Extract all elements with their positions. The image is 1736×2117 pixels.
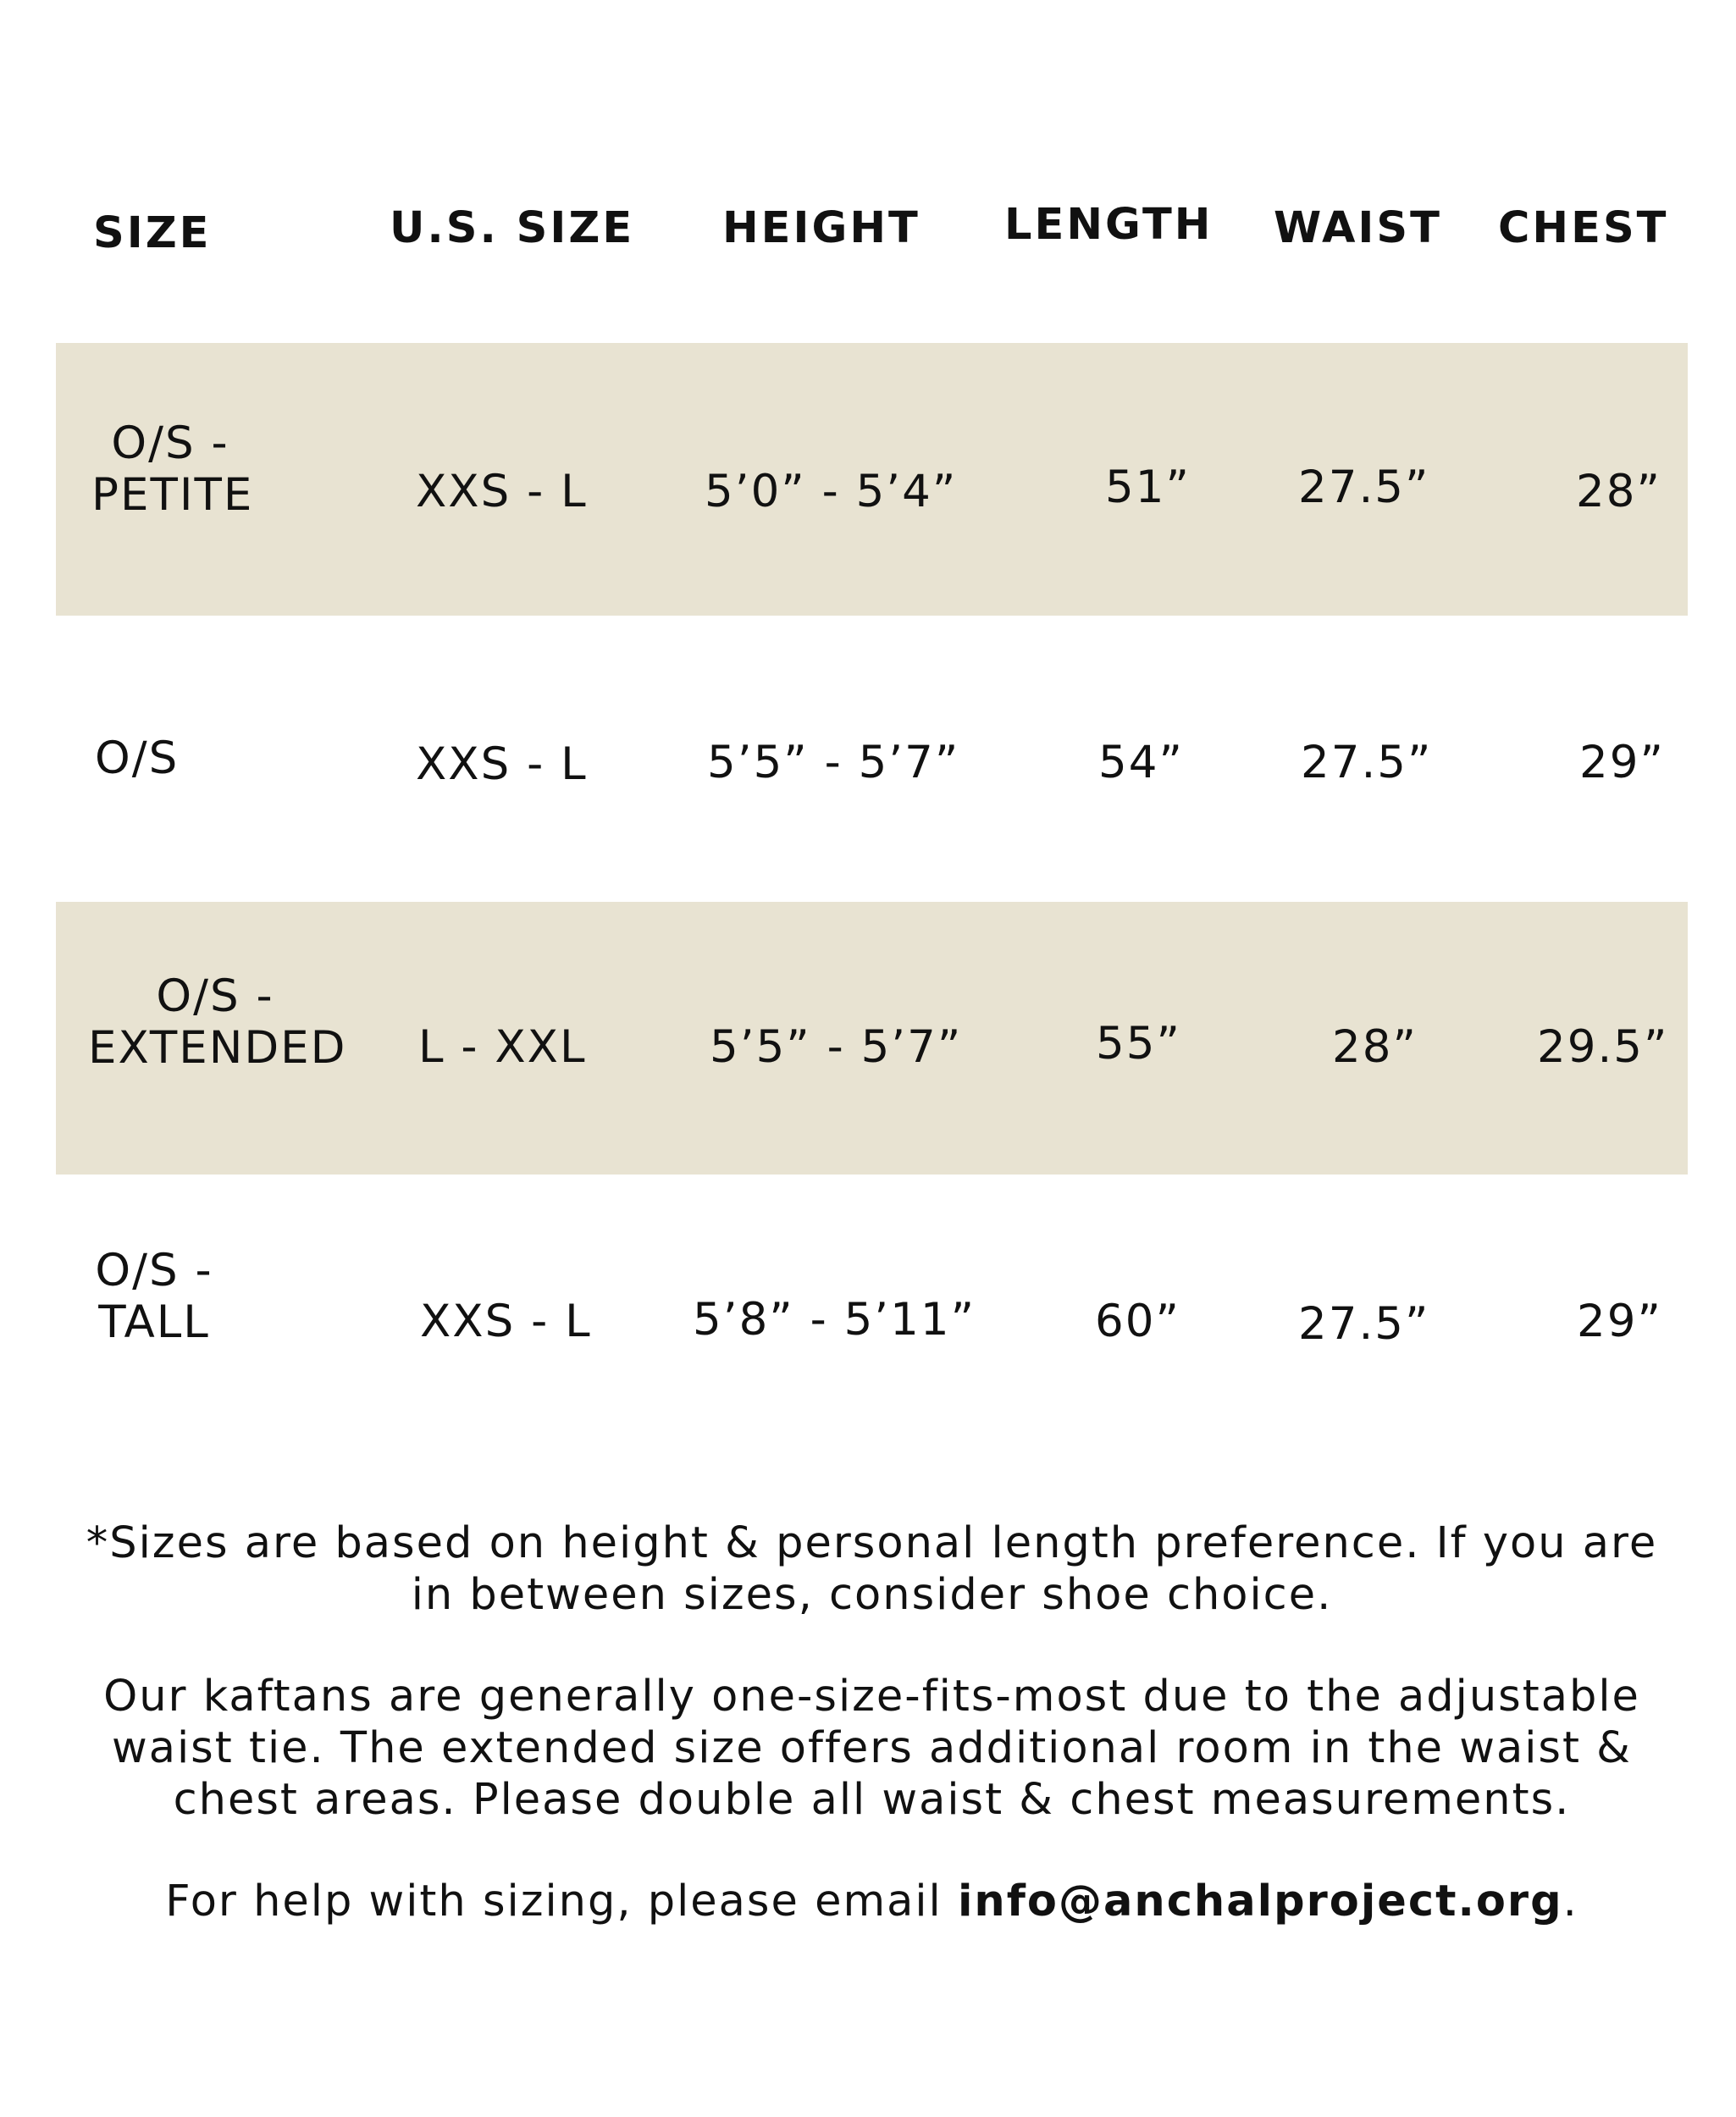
- chest-cell: 29.5”: [1537, 1021, 1669, 1073]
- us-size-cell: XXS - L: [416, 738, 588, 790]
- us-size-cell: L - XXL: [418, 1021, 587, 1073]
- size-line-2: PETITE: [91, 469, 254, 521]
- waist-cell: 27.5”: [1298, 462, 1430, 513]
- header-waist: WAIST: [1274, 203, 1442, 253]
- size-line-2: EXTENDED: [88, 1022, 347, 1074]
- header-chest: CHEST: [1498, 203, 1669, 253]
- support-email-link[interactable]: info@anchalproject.org: [957, 1877, 1563, 1926]
- size-cell: [91, 417, 254, 521]
- height-cell: 5’5” - 5’7”: [707, 737, 960, 788]
- length-cell: 55”: [1096, 1018, 1181, 1070]
- chest-cell: 29”: [1577, 1296, 1662, 1347]
- waist-cell: 28”: [1332, 1021, 1418, 1073]
- help-text: For help with sizing, please email: [165, 1877, 958, 1926]
- note-kaftans-line-2: waist tie. The extended size offers additional room in the waist &: [112, 1723, 1632, 1773]
- height-cell: 5’5” - 5’7”: [710, 1021, 963, 1073]
- size-line-1: O/S -: [111, 417, 229, 469]
- header-height: HEIGHT: [722, 203, 921, 253]
- chest-cell: 28”: [1576, 466, 1661, 517]
- sizing-notes: [56, 1517, 1688, 1927]
- height-cell: 5’8” - 5’11”: [693, 1294, 976, 1346]
- size-line-1: O/S -: [95, 1245, 213, 1296]
- note-kaftans-line-1: Our kaftans are generally one-size-fits-most due to the adjustable: [103, 1672, 1640, 1722]
- size-line-2: TALL: [98, 1296, 210, 1348]
- size-cell: [88, 970, 347, 1074]
- header-length: LENGTH: [1004, 200, 1214, 250]
- size-cell: O/S: [95, 732, 180, 784]
- header-us-size: U.S. SIZE: [390, 203, 635, 253]
- height-cell: 5’0” - 5’4”: [705, 466, 958, 517]
- header-size: SIZE: [93, 208, 212, 258]
- note-sizes-line-1: *Sizes are based on height & personal length preference. If you are: [86, 1518, 1658, 1568]
- length-cell: 60”: [1095, 1296, 1180, 1347]
- size-cell: [91, 1245, 217, 1348]
- length-cell: 51”: [1105, 462, 1191, 513]
- us-size-cell: XXS - L: [420, 1296, 592, 1347]
- note-sizes-line-2: in between sizes, consider shoe choice.: [411, 1570, 1333, 1620]
- waist-cell: 27.5”: [1298, 1298, 1430, 1350]
- chest-cell: 29”: [1579, 737, 1665, 788]
- help-period: .: [1562, 1877, 1578, 1926]
- length-cell: 54”: [1098, 737, 1184, 788]
- note-kaftans-line-3: chest areas. Please double all waist & chest measurements.: [173, 1775, 1571, 1825]
- help-line: [56, 1876, 1688, 1927]
- us-size-cell: XXS - L: [416, 466, 588, 517]
- size-line-1: O/S -: [156, 970, 274, 1022]
- waist-cell: 27.5”: [1301, 737, 1433, 788]
